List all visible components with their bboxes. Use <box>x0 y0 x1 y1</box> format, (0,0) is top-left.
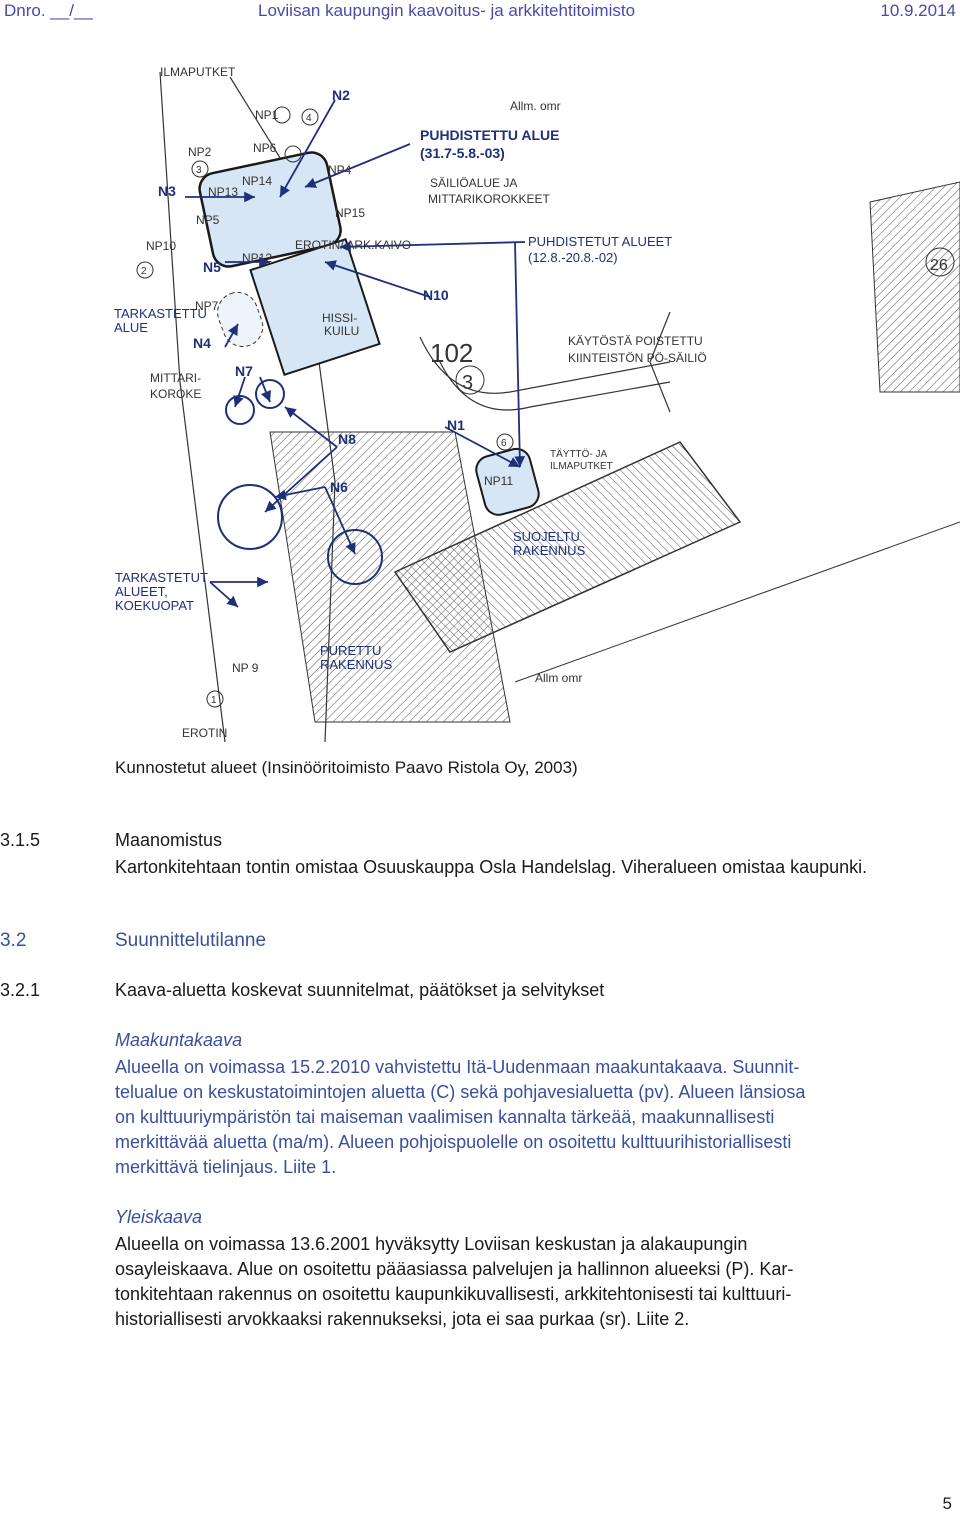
label-np10: NP10 <box>146 239 177 253</box>
label-np11: NP11 <box>484 474 514 488</box>
label-n1: N1 <box>447 417 465 433</box>
label-n6: N6 <box>330 479 348 495</box>
label-kaytosta-1: KÄYTÖSTÄ POISTETTU <box>568 334 703 348</box>
label-sailioalue-1: SÄILIÖALUE JA <box>430 176 518 190</box>
label-np2: NP2 <box>188 145 212 159</box>
label-n2: N2 <box>332 87 350 103</box>
label-lot-3: 3 <box>462 372 474 394</box>
regional-plan-text <box>115 1055 955 1180</box>
text-line: historiallisesti arvokkaaksi rakennukseksi, jota ei saa purkaa (sr). Liite 2. <box>115 1309 690 1329</box>
label-allm-omr-top: Allm. omr <box>510 99 561 113</box>
section-3-2-1-heading <box>0 980 960 1004</box>
test-pit-n7b <box>256 380 284 408</box>
label-n10: N10 <box>423 287 449 303</box>
label-mittarikoroke-1: MITTARI- <box>150 371 202 385</box>
master-plan-text <box>115 1232 955 1332</box>
label-taytto-2: ILMAPUTKET <box>550 461 613 472</box>
site-map-figure <box>110 62 960 752</box>
text-line: merkittävää aluetta (ma/m). Alueen pohjoispuolelle on osoitettu kulttuurihistoriallisesti <box>115 1132 792 1152</box>
label-hissikuilu-1: HISSI- <box>322 311 358 325</box>
section-number: 3.1.5 <box>0 830 41 850</box>
label-hissikuilu-2: KUILU <box>324 324 360 338</box>
label-c2: 2 <box>141 266 147 277</box>
document-number: Dnro. __/__ <box>4 1 93 20</box>
text-line: on kulttuuriympäristön tai maiseman vaalimisen kannalta tärkeää, maakunnallisesti <box>115 1107 775 1127</box>
text-line: Alueella on voimassa 15.2.2010 vahvistettu Itä-Uudenmaan maakuntakaava. Suunnit- <box>115 1057 800 1077</box>
label-kaytosta-2: KIINTEISTÖN PÖ-SÄILIÖ <box>568 351 707 365</box>
label-np7: NP7 <box>195 299 219 313</box>
label-n8: N8 <box>338 431 356 447</box>
label-np14: NP14 <box>242 174 273 188</box>
label-mittarikoroke-2: KOROKE <box>150 387 202 401</box>
neighbour-hatched-area <box>870 182 960 392</box>
label-suojeltu-1: SUOJELTU <box>513 529 580 544</box>
office-name: Loviisan kaupungin kaavoitus- ja arkkitehtitoimisto <box>258 1 636 20</box>
text-line: telualue on keskustatoimintojen aluetta (C) sekä pohjavesialuetta (pv). Alueen länsiosa <box>115 1082 806 1102</box>
label-puhdistettu-alue-date: (31.7-5.8.-03) <box>420 145 505 161</box>
label-c4: 4 <box>306 113 312 124</box>
master-plan-subheading: Yleiskaava <box>115 1207 203 1227</box>
label-np12: NP12 <box>242 251 273 265</box>
section-title: Maanomistus <box>115 830 223 850</box>
label-sailioalue-2: MITTARIKOROKKEET <box>428 192 550 206</box>
label-puhdistettu-alue: PUHDISTETTU ALUE <box>420 127 560 143</box>
label-erotin-kaivo: EROTIN/ ARK.KAIVO <box>295 238 412 252</box>
land-ownership-text: Kartonkitehtaan tontin omistaa Osuuskauppa Osla Handelslag. Viheralueen omistaa kaupunki. <box>115 857 868 877</box>
test-pit-n7 <box>226 396 254 424</box>
label-purettu-1: PURETTU <box>320 643 382 658</box>
page-number: 5 <box>942 1494 952 1513</box>
label-ilmaputket: ILMAPUTKET <box>160 65 236 79</box>
section-3-2-heading <box>0 930 960 954</box>
page-header <box>0 0 960 24</box>
text-line: merkittävä tielinjaus. Liite 1. <box>115 1157 337 1177</box>
label-suojeltu-2: RAKENNUS <box>513 543 586 558</box>
label-np15: NP15 <box>335 206 366 220</box>
label-puhdistetut-alueet: PUHDISTETUT ALUEET <box>528 234 673 249</box>
label-erotin: EROTIN <box>182 726 228 740</box>
label-allm-omr-bottom: Allm omr <box>535 671 583 685</box>
label-np13: NP13 <box>208 185 239 199</box>
section-title: Suunnittelutilanne <box>115 930 267 951</box>
label-np1: NP1 <box>255 108 279 122</box>
label-tarkastettu-2: ALUE <box>114 320 148 335</box>
label-np9: NP 9 <box>232 661 259 675</box>
label-lot-26: 26 <box>930 257 948 274</box>
section-title: Kaava-aluetta koskevat suunnitelmat, päätökset ja selvitykset <box>115 980 605 1000</box>
label-puhdistetut-alueet-date: (12.8.-20.8.-02) <box>528 250 618 265</box>
label-tarkastetut-3: KOEKUOPAT <box>115 598 194 613</box>
label-purettu-2: RAKENNUS <box>320 657 393 672</box>
section-number: 3.2.1 <box>0 980 41 1000</box>
text-line: Alueella on voimassa 13.6.2001 hyväksytty Loviisan keskustan ja alakaupungin <box>115 1234 748 1254</box>
test-pit-n8 <box>218 485 282 549</box>
text-line: osayleiskaava. Alue on osoitettu pääasiassa palvelujen ja hallinnon alueeksi (P). Kar- <box>115 1259 794 1279</box>
label-np6: NP6 <box>253 141 277 155</box>
label-np4: NP4 <box>328 163 352 177</box>
section-3-1-5-heading <box>0 830 960 854</box>
document-date: 10.9.2014 <box>880 1 956 20</box>
label-lot-102: 102 <box>430 338 474 368</box>
label-np5: NP5 <box>196 213 220 227</box>
label-tarkastetut-2: ALUEET, <box>115 584 168 599</box>
figure-caption: Kunnostetut alueet (Insinööritoimisto Paavo Ristola Oy, 2003) <box>115 758 578 777</box>
regional-plan-subheading: Maakuntakaava <box>115 1030 243 1050</box>
text-line: tonkitehtaan rakennus on osoitettu kaupunkikuvallisesti, arkkitehtonisesti tai kulttuuri- <box>115 1284 792 1304</box>
label-n4: N4 <box>193 335 211 351</box>
label-c1: 1 <box>211 695 217 706</box>
label-n7: N7 <box>235 363 253 379</box>
label-taytto-1: TÄYTTÖ- JA <box>550 449 608 460</box>
label-n5: N5 <box>203 259 221 275</box>
section-number: 3.2 <box>0 930 27 951</box>
label-n3: N3 <box>158 183 176 199</box>
label-tarkastetut-1: TARKASTETUT <box>115 570 208 585</box>
label-tarkastettu-1: TARKASTETTU <box>114 306 207 321</box>
label-c3: 3 <box>196 165 202 176</box>
label-c6: 6 <box>501 438 507 449</box>
